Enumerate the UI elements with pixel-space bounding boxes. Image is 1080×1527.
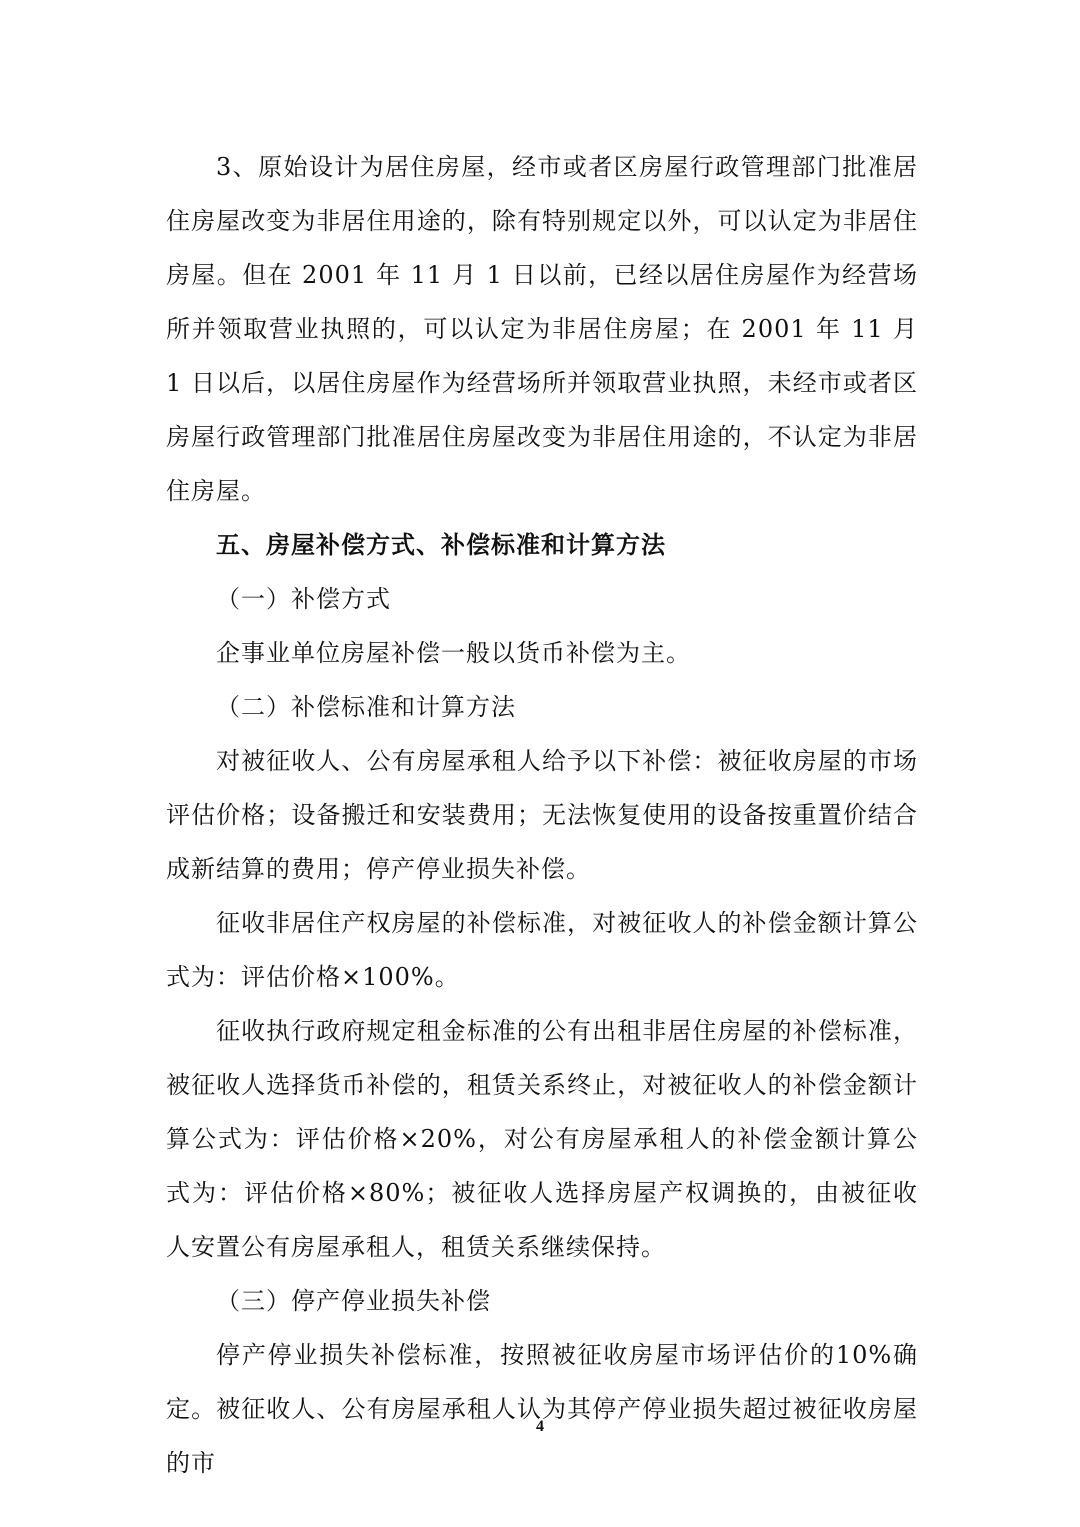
section-heading-compensation: 五、房屋补偿方式、补偿标准和计算方法 <box>216 530 666 559</box>
subheading-standards-calculation: （二）补偿标准和计算方法 <box>216 693 516 721</box>
subheading-business-loss: （三）停产停业损失补偿 <box>216 1287 491 1315</box>
paragraph-business-loss-standard: 停产停业损失补偿标准，按照被征收房屋市场评估价的10%确定。被征收人、公有房屋承租人认为其停产停业损失超过被征收房屋的市 <box>166 1341 918 1477</box>
page-body <box>166 140 918 1490</box>
subheading-compensation-method: （一）补偿方式 <box>216 585 391 613</box>
paragraph-monetary-compensation: 企事业单位房屋补偿一般以货币补偿为主。 <box>216 639 691 667</box>
paragraph-residential-conversion: 3、原始设计为居住房屋，经市或者区房屋行政管理部门批准居住房屋改变为非居住用途的，除有特别规定以外，可以认定为非居住房屋。但在 2001 年 11 月 1 日以前，已经以居住房屋作为经营场所并领取营业执照的，可以认定为非居住房屋；在 2001 年 11 月 1 日以后，以居住房屋作为经营场所并领取营业执照，未经市或者区房屋行政管理部门批准居住房屋改变为非居住用途的，不认定为非居住房屋。 <box>166 153 918 505</box>
paragraph-compensation-items: 对被征收人、公有房屋承租人给予以下补偿：被征收房屋的市场评估价格；设备搬迁和安装费用；无法恢复使用的设备按重置价结合成新结算的费用；停产停业损失补偿。 <box>166 747 918 883</box>
page-number: 4 <box>536 1418 544 1435</box>
paragraph-property-formula: 征收非居住产权房屋的补偿标准，对被征收人的补偿金额计算公式为：评估价格×100%。 <box>166 909 918 991</box>
paragraph-public-rental-formula: 征收执行政府规定租金标准的公有出租非居住房屋的补偿标准，被征收人选择货币补偿的，租赁关系终止，对被征收人的补偿金额计算公式为：评估价格×20%，对公有房屋承租人的补偿金额计算公式为：评估价格×80%；被征收人选择房屋产权调换的，由被征收人安置公有房屋承租人，租赁关系继续保持。 <box>166 1017 918 1261</box>
